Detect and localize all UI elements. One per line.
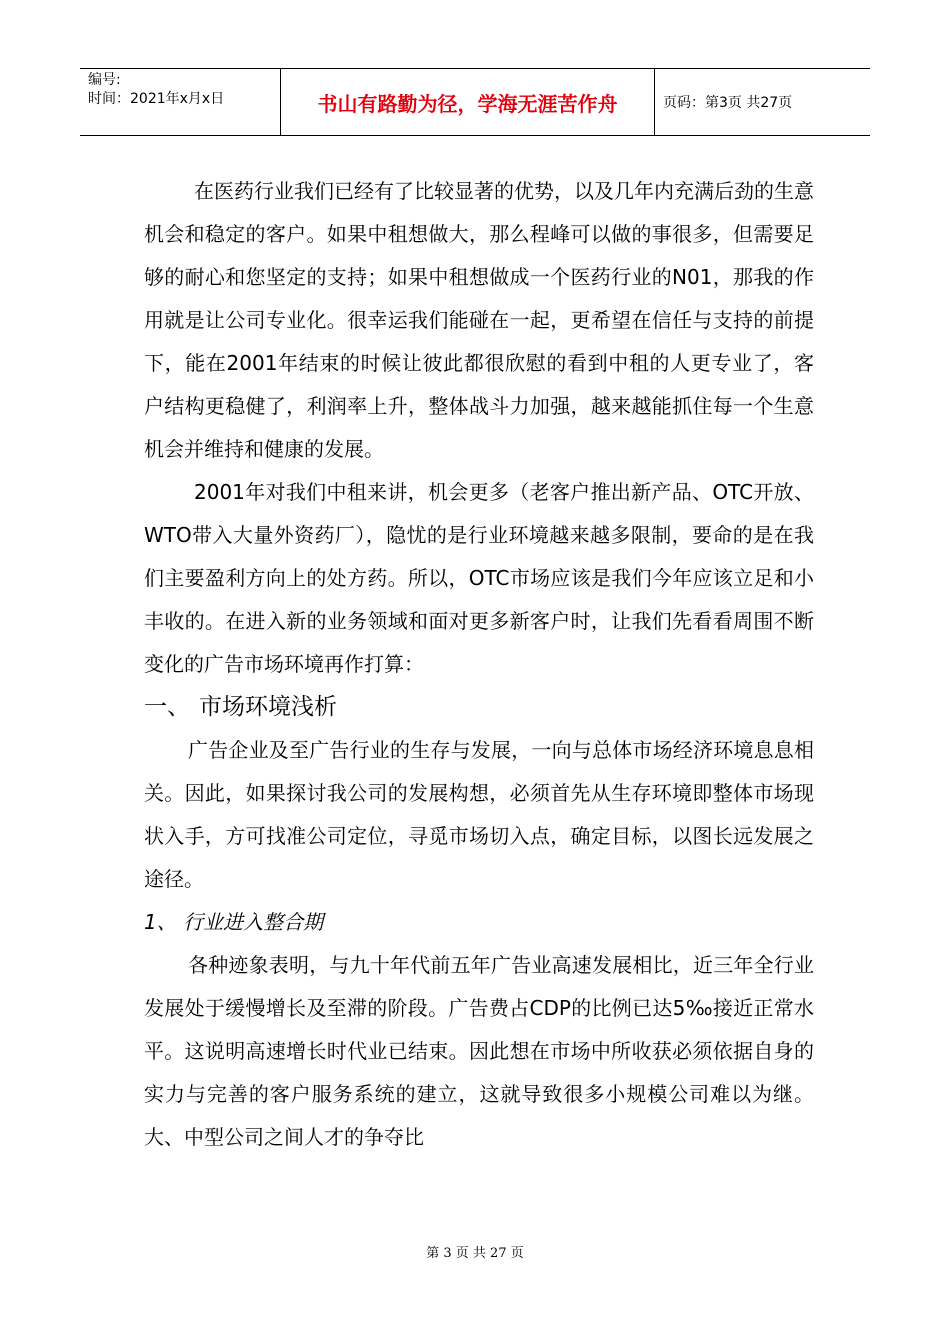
header-page-label: 页码：第3页 共27页 [663, 95, 793, 111]
section-heading-number: 一、 [144, 694, 190, 720]
header-motto: 书山有路勤为径，学海无涯苦作舟 [281, 69, 655, 135]
section-heading-text: 市场环境浅析 [199, 694, 337, 720]
paragraph-4: 各种迹象表明，与九十年代前五年广告业高速发展相比，近三年全行业发展处于缓慢增长及至滞的阶段。广告费占CDP的比例已达5‰接近正常水平。这说明高速增长时代业已结束。因此想在市场中所收获必须依据自身的实力与完善的客户服务系统的建立，这就导致很多小规模公司难以为继。大、中型公司之间人才的争夺比 [144, 953, 814, 1149]
number-label: 编号: [88, 72, 121, 88]
header-info-cell [80, 69, 281, 135]
document-body [144, 170, 814, 1159]
paragraph-3: 广告企业及至广告行业的生存与发展，一向与总体市场经济环境息息相关。因此，如果探讨我公司的发展构想，必须首先从生存环境即整体市场现状入手，方可找准公司定位，寻觅市场切入点，确定目标，以图长远发展之途径。 [144, 738, 814, 891]
time-label: 时间：2021年x月x日 [88, 91, 225, 107]
subsection-heading: 1、 行业进入整合期 [144, 910, 324, 934]
page-header [80, 68, 870, 136]
section-heading [144, 686, 814, 729]
page-footer: 第 3 页 共 27 页 [426, 1246, 524, 1261]
paragraph-1: 在医药行业我们已经有了比较显著的优势，以及几年内充满后劲的生意机会和稳定的客户。如果中租想做大，那么程峰可以做的事很多，但需要足够的耐心和您坚定的支持；如果中租想做成一个医药行业的N01，那我的作用就是让公司专业化。很幸运我们能碰在一起，更希望在信任与支持的前提下，能在2001年结束的时候让彼此都很欣慰的看到中租的人更专业了，客户结构更稳健了，利润率上升，整体战斗力加强，越来越能抓住每一个生意机会并维持和健康的发展。 [144, 179, 814, 461]
paragraph-2: 2001年对我们中租来讲，机会更多（老客户推出新产品、OTC开放、WTO带入大量外资药厂），隐忧的是行业环境越来越多限制，要命的是在我们主要盈利方向上的处方药。所以，OTC市场应该是我们今年应该立足和小丰收的。在进入新的业务领域和面对更多新客户时，让我们先看看周围不断变化的广告市场环境再作打算： [144, 480, 814, 676]
